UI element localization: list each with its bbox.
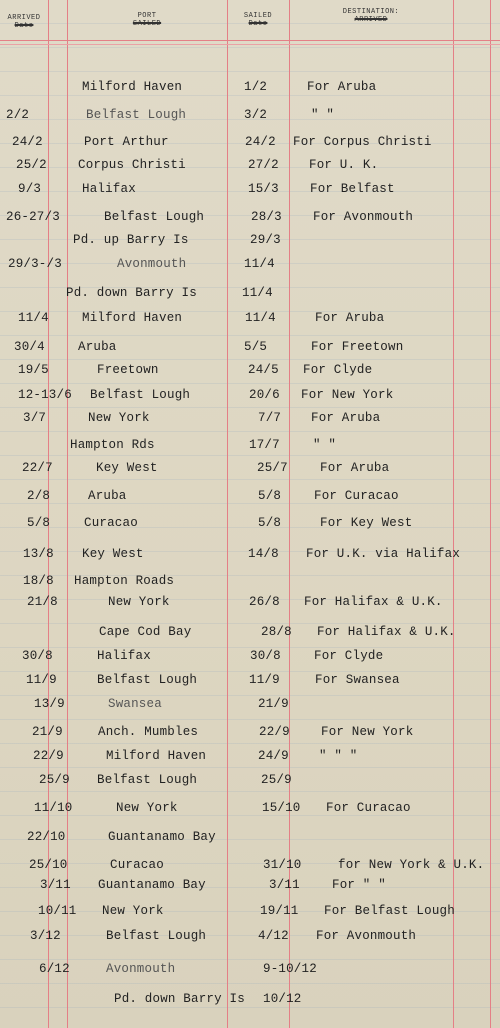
destination: For U. K. — [309, 158, 379, 172]
sailed-date: 27/2 — [248, 158, 279, 172]
port-name: Milford Haven — [106, 749, 207, 763]
sailed-date: 30/8 — [250, 649, 281, 663]
destination: For Aruba — [311, 411, 381, 425]
arrived-date: 26-27/3 — [6, 210, 60, 224]
destination: " " — [313, 438, 337, 452]
sailed-date: 28/3 — [251, 210, 282, 224]
sailed-date: 3/2 — [244, 108, 268, 122]
header-destination-label: DESTINATION: — [342, 8, 400, 16]
destination: For Belfast — [310, 182, 395, 196]
sailed-date: 21/9 — [258, 697, 289, 711]
sailed-date: 11/4 — [242, 286, 273, 300]
arrived-date: 12-13/6 — [18, 388, 72, 402]
arrived-date: 3/11 — [40, 878, 71, 892]
port-name: Pd. down Barry Is — [66, 286, 197, 300]
arrived-date: 21/8 — [27, 595, 58, 609]
arrived-date: 2/8 — [27, 489, 51, 503]
arrived-date: 5/8 — [27, 516, 51, 530]
arrived-date: 13/9 — [34, 697, 65, 711]
sailed-date: 5/5 — [244, 340, 268, 354]
port-name: Guantanamo Bay — [108, 830, 216, 844]
sailed-date: 15/3 — [248, 182, 279, 196]
header-port-label: PORT — [137, 12, 157, 20]
arrived-date: 22/9 — [33, 749, 64, 763]
sailed-date: 25/7 — [257, 461, 288, 475]
destination: For Clyde — [303, 363, 373, 377]
header-sailed-label: SAILED — [243, 12, 273, 20]
destination: " " — [311, 108, 335, 122]
sailed-date: 15/10 — [262, 801, 301, 815]
port-name: Swansea — [108, 697, 162, 711]
port-name: Hampton Roads — [74, 574, 175, 588]
destination: For U.K. via Halifax — [306, 547, 461, 561]
arrived-date: 3/12 — [30, 929, 61, 943]
port-name: New York — [108, 595, 170, 609]
port-name: Hampton Rds — [70, 438, 155, 452]
sailed-date: 7/7 — [258, 411, 282, 425]
arrived-date: 13/8 — [23, 547, 54, 561]
port-name: Halifax — [97, 649, 151, 663]
port-name: Milford Haven — [82, 311, 183, 325]
header-sailed-sub: Date — [248, 20, 268, 28]
port-name: Key West — [82, 547, 144, 561]
sailed-date: 11/9 — [249, 673, 280, 687]
sailed-date: 20/6 — [249, 388, 280, 402]
sailed-date: 9-10/12 — [263, 962, 317, 976]
arrived-date: 6/12 — [39, 962, 70, 976]
arrived-date: 22/7 — [22, 461, 53, 475]
destination: for New York & U.K. — [338, 858, 485, 872]
arrived-date: 24/2 — [12, 135, 43, 149]
sailed-date: 31/10 — [263, 858, 302, 872]
port-name: Port Arthur — [84, 135, 169, 149]
destination: For Freetown — [311, 340, 404, 354]
sailed-date: 29/3 — [250, 233, 281, 247]
arrived-date: 19/5 — [18, 363, 49, 377]
sailed-date: 22/9 — [259, 725, 290, 739]
destination: For Curacao — [326, 801, 411, 815]
port-name: New York — [102, 904, 164, 918]
port-name: Key West — [96, 461, 158, 475]
sailed-date: 19/11 — [260, 904, 299, 918]
arrived-date: 9/3 — [18, 182, 42, 196]
sailed-date: 14/8 — [248, 547, 279, 561]
port-name: Guantanamo Bay — [98, 878, 206, 892]
destination: For Belfast Lough — [324, 904, 455, 918]
destination: For New York — [321, 725, 414, 739]
arrived-date: 25/9 — [39, 773, 70, 787]
arrived-date: 25/2 — [16, 158, 47, 172]
sailed-date: 24/2 — [245, 135, 276, 149]
port-name: Pd. down Barry Is — [114, 992, 245, 1006]
arrived-date: 22/10 — [27, 830, 66, 844]
sailed-date: 5/8 — [258, 489, 282, 503]
sailed-date: 11/4 — [244, 257, 275, 271]
port-name: Belfast Lough — [106, 929, 207, 943]
sailed-date: 1/2 — [244, 80, 268, 94]
arrived-date: 18/8 — [23, 574, 54, 588]
arrived-date: 30/8 — [22, 649, 53, 663]
header-arrived-sub: Date — [14, 22, 34, 30]
destination: For Avonmouth — [316, 929, 417, 943]
arrived-date: 29/3-/3 — [8, 257, 62, 271]
port-name: Belfast Lough — [90, 388, 191, 402]
port-name: Pd. up Barry Is — [73, 233, 189, 247]
port-name: New York — [116, 801, 178, 815]
destination: For Aruba — [307, 80, 377, 94]
port-name: Aruba — [88, 489, 127, 503]
arrived-date: 3/7 — [23, 411, 47, 425]
arrived-date: 2/2 — [6, 108, 30, 122]
arrived-date: 11/4 — [18, 311, 49, 325]
port-name: Avonmouth — [117, 257, 187, 271]
destination: For Avonmouth — [313, 210, 414, 224]
destination: For Aruba — [315, 311, 385, 325]
port-name: Belfast Lough — [97, 773, 198, 787]
port-name: Avonmouth — [106, 962, 176, 976]
arrived-date: 10/11 — [38, 904, 77, 918]
arrived-date: 11/9 — [26, 673, 57, 687]
arrived-date: 30/4 — [14, 340, 45, 354]
port-name: Belfast Lough — [97, 673, 198, 687]
destination: For Halifax & U.K. — [317, 625, 456, 639]
sailed-date: 5/8 — [258, 516, 282, 530]
destination: For Clyde — [314, 649, 384, 663]
arrived-date: 25/10 — [29, 858, 68, 872]
destination: For Swansea — [315, 673, 400, 687]
destination: For Corpus Christi — [293, 135, 432, 149]
sailed-date: 11/4 — [245, 311, 276, 325]
arrived-date: 11/10 — [34, 801, 73, 815]
header-destination-sub: ARRIVED — [354, 16, 388, 24]
sailed-date: 28/8 — [261, 625, 292, 639]
header-arrived-label: ARRIVED — [7, 14, 41, 22]
port-name: Freetown — [97, 363, 159, 377]
port-name: Curacao — [84, 516, 138, 530]
destination: For Key West — [320, 516, 413, 530]
sailed-date: 24/5 — [248, 363, 279, 377]
destination: For Halifax & U.K. — [304, 595, 443, 609]
arrived-date: 21/9 — [32, 725, 63, 739]
destination: For " " — [332, 878, 386, 892]
destination: For Aruba — [320, 461, 390, 475]
port-name: Cape Cod Bay — [99, 625, 192, 639]
sailed-date: 17/7 — [249, 438, 280, 452]
sailed-date: 25/9 — [261, 773, 292, 787]
port-name: Curacao — [110, 858, 164, 872]
port-name: Milford Haven — [82, 80, 183, 94]
port-name: New York — [88, 411, 150, 425]
port-name: Corpus Christi — [78, 158, 186, 172]
sailed-date: 24/9 — [258, 749, 289, 763]
destination: " " " — [319, 749, 358, 763]
sailed-date: 3/11 — [269, 878, 300, 892]
port-name: Halifax — [82, 182, 136, 196]
port-name: Belfast Lough — [86, 108, 187, 122]
port-name: Aruba — [78, 340, 117, 354]
destination: For Curacao — [314, 489, 399, 503]
header-port-sub: SAILED — [132, 20, 162, 28]
destination: For New York — [301, 388, 394, 402]
port-name: Belfast Lough — [104, 210, 205, 224]
sailed-date: 26/8 — [249, 595, 280, 609]
sailed-date: 4/12 — [258, 929, 289, 943]
port-name: Anch. Mumbles — [98, 725, 199, 739]
sailed-date: 10/12 — [263, 992, 302, 1006]
